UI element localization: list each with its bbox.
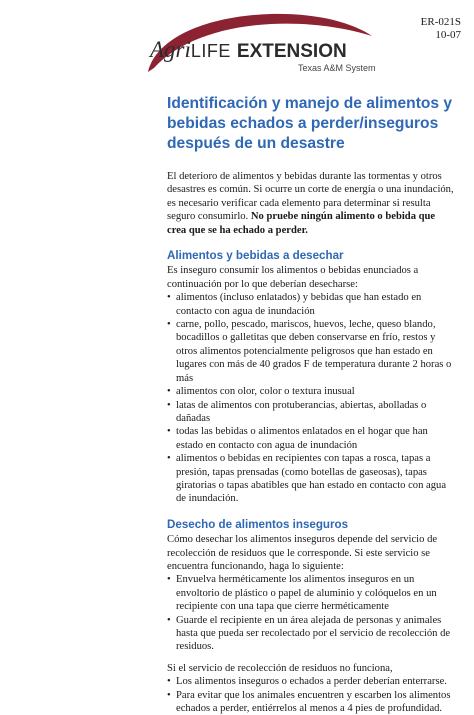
list-item: • alimentos o bebidas en recipientes con tapas a rosca, tapas a presión, tapas prensadas (como botellas de gaseosas), tapas giratorias o tapas abatibles que han estado en contacto con agua de inundación. xyxy=(167,452,455,506)
discard-list xyxy=(167,291,455,506)
no-service-list xyxy=(167,675,455,715)
intro-text: El deterioro de alimentos y bebidas durante las tormentas y otros desastres es común. Si ocurre un corte de energía o una inundación, es necesario verificar cada elemento para determinar si resulta seguro consumirlo. xyxy=(167,171,454,223)
section-lead-discard: Es inseguro consumir los alimentos o bebidas enunciados a continuación por lo que deberían desecharse: xyxy=(167,265,419,290)
section-heading-disposal: Desecho de alimentos inseguros xyxy=(167,517,349,531)
brand-prefix: Agri xyxy=(150,37,191,62)
section-lead-disposal: Cómo desechar los alimentos inseguros depende del servicio de recolección de residuos que le corresponde. Si este servicio se encuentra funcionando, haga lo siguiente: xyxy=(167,534,438,572)
list-item: • todas las bebidas o alimentos enlatados en el hogar que han estado en contacto con agua de inundación xyxy=(167,425,455,452)
list-item: • carne, pollo, pescado, mariscos, huevos, leche, queso blando, bocadillos o galletitas que deben conservarse en frío, restos y otros alimentos potencialmente peligrosos que han estado en lugares con más de 40 grados F de temperatura durante 2 horas o más xyxy=(167,318,455,385)
intro-warning: No pruebe ningún alimento o bebida que crea que se ha echado a perder. xyxy=(167,211,436,236)
disposal-list xyxy=(167,573,455,653)
main-content xyxy=(167,170,455,715)
list-item: • alimentos (incluso enlatados) y bebidas que han estado en contacto con agua de inundación xyxy=(167,291,455,318)
brand-life: LIFE xyxy=(190,41,231,61)
intro-paragraph xyxy=(167,170,455,237)
list-item: • alimentos con olor, color o textura inusual xyxy=(167,385,455,398)
section-lead-no-service: Si el servicio de recolección de residuos no funciona, xyxy=(167,662,393,674)
document-code xyxy=(421,16,461,42)
page-title: Identificación y manejo de alimentos y bebidas echados a perder/inseguros después de un desastre xyxy=(167,95,453,152)
section-heading-discard: Alimentos y bebidas a desechar xyxy=(167,249,344,263)
doc-date: 10-07 xyxy=(435,29,461,41)
brand-extension: EXTENSION xyxy=(236,41,347,62)
list-item: • Guarde el recipiente en un área alejada de personas y animales hasta que pueda ser recolectado por el servicio de recolección de residuos. xyxy=(167,614,455,654)
agrilife-extension-logo xyxy=(146,10,378,90)
list-item: • Envuelva herméticamente los alimentos inseguros en un envoltorio de plástico o papel de aluminio y colóquelos en un recipiente con una tapa que cierre herméticamente xyxy=(167,573,455,613)
list-item: • Para evitar que los animales encuentren y escarben los alimentos echados a perder, entiérrelos al menos a 4 pies de profundidad. xyxy=(167,689,455,715)
list-item: • Los alimentos inseguros o echados a perder deberían enterrarse. xyxy=(167,675,455,688)
brand-wordmark xyxy=(150,37,347,63)
brand-subtitle: Texas A&M System xyxy=(298,63,376,73)
list-item: • latas de alimentos con protuberancias, abiertas, abolladas o dañadas xyxy=(167,399,455,426)
doc-number: ER-021S xyxy=(420,16,461,28)
